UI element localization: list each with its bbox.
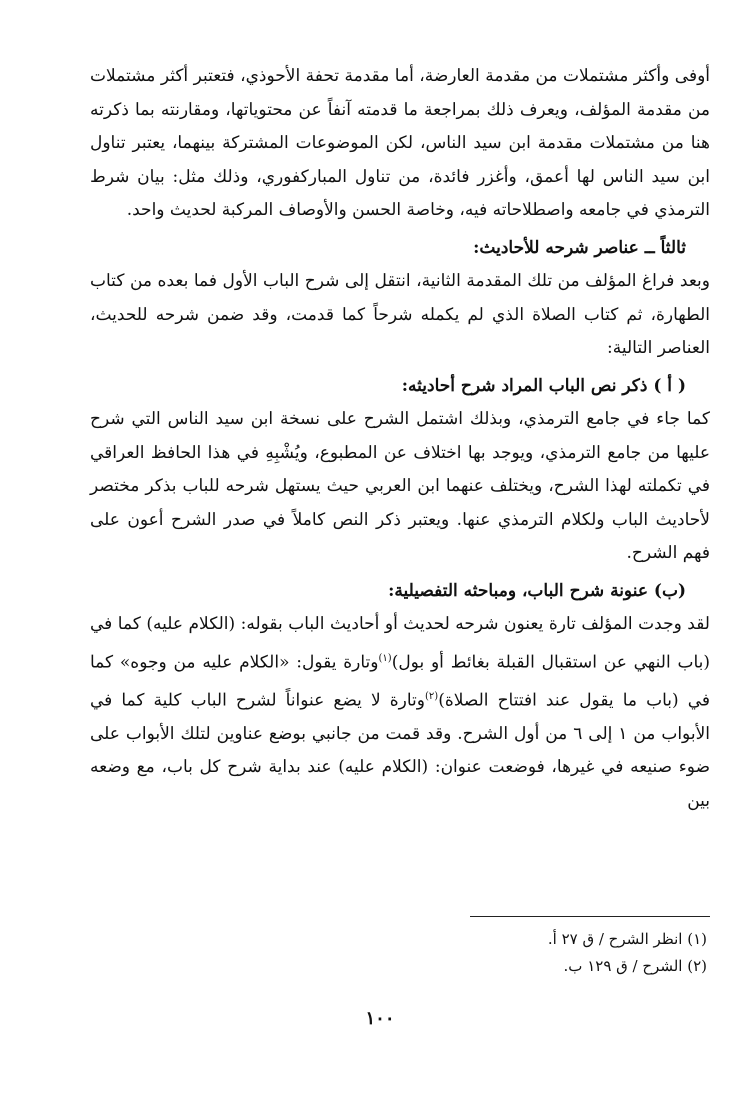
page-number: ١٠٠ (365, 1008, 395, 1029)
paragraph-4-part-3: وتارة لا يضع عنواناً لشرح الباب كلية كما في الأبواب من ١ إلى ٦ من أول الشرح. وقد قمت من جانبي بوضع عناوين لتلك الأبواب على ضوء صنيعه في غيرها، فوضعت عنوان: (الكلام عليه) عند بداية شرح كل باب، مع وضعه بين (90, 690, 710, 811)
paragraph-1: أوفى وأكثر مشتملات من مقدمة العارضة، أما مقدمة تحفة الأحوذي، فتعتبر أكثر مشتملات من مقدمة المؤلف، ويعرف ذلك بمراجعة ما قدمته آنفاً عن محتوياتها، ومقارنته بما ذكرته هنا من مشتملات مقدمة ابن سيد الناس، لكن الموضوعات المشتركة بينهما، يعتبر تناول ابن سيد الناس لها أعمق، وأغزر فائدة، من تناول المباركفوري، وذلك مثل: بيان شرط الترمذي في جامعه واصطلاحاته فيه، وخاصة الحسن والأوصاف المركبة لحديث واحد. (90, 66, 710, 220)
paragraph-4-part-1: لقد وجدت المؤلف تارة يعنون شرحه لحديث أو أحاديث الباب بقوله: (الكلام عليه) كما في (باب النهي عن استقبال القبلة بغائط أو بول) (90, 614, 711, 673)
footnotes (407, 926, 707, 980)
paragraph-4 (90, 608, 710, 818)
subheading-b: (ب) عنونة شرح الباب، ومباحثه التفصيلية: (388, 580, 686, 601)
footnote-separator (470, 916, 710, 917)
footnote-2: (٢) الشرح / ق ١٢٩ ب. (563, 957, 707, 975)
paragraph-3: كما جاء في جامع الترمذي، وبذلك اشتمل الشرح على نسخة ابن سيد الناس التي شرح عليها من جامع الترمذي، ويوجد بها اختلاف عن المطبوع، ويُشْبِهِ في هذا الحافظ العراقي في تكملته لهذا الشرح، ويختلف عنهما ابن العربي حيث يستهل شرحه للباب بذكر مختصر لأحاديث الباب ولكلام الترمذي عنها. ويعتبر ذكر النص كاملاً في صدر الشرح أعون على فهم الشرح. (90, 409, 710, 563)
footnote-1: (١) انظر الشرح / ق ٢٧ أ. (547, 930, 707, 948)
paragraph-2: وبعد فراغ المؤلف من تلك المقدمة الثانية، انتقل إلى شرح الباب الأول فما بعده من كتاب الطهارة، ثم كتاب الصلاة الذي لم يكمله شرحاً كما قدمت، وقد ضمن شرحه للحديث، العناصر التالية: (90, 271, 710, 358)
subheading-a: ( أ ) ذكر نص الباب المراد شرح أحاديثه: (401, 375, 686, 396)
main-text (90, 60, 710, 818)
footnote-ref-1: (١) (378, 652, 392, 664)
paragraph-4-part-2: وتارة يقول: «الكلام عليه من وجوه» كما في (باب ما يقول عند افتتاح الصلاة) (90, 652, 710, 711)
section-heading-3: ثالثاً ــ عناصر شرحه للأحاديث: (473, 237, 686, 258)
footnote-ref-2: (٢) (425, 690, 439, 702)
